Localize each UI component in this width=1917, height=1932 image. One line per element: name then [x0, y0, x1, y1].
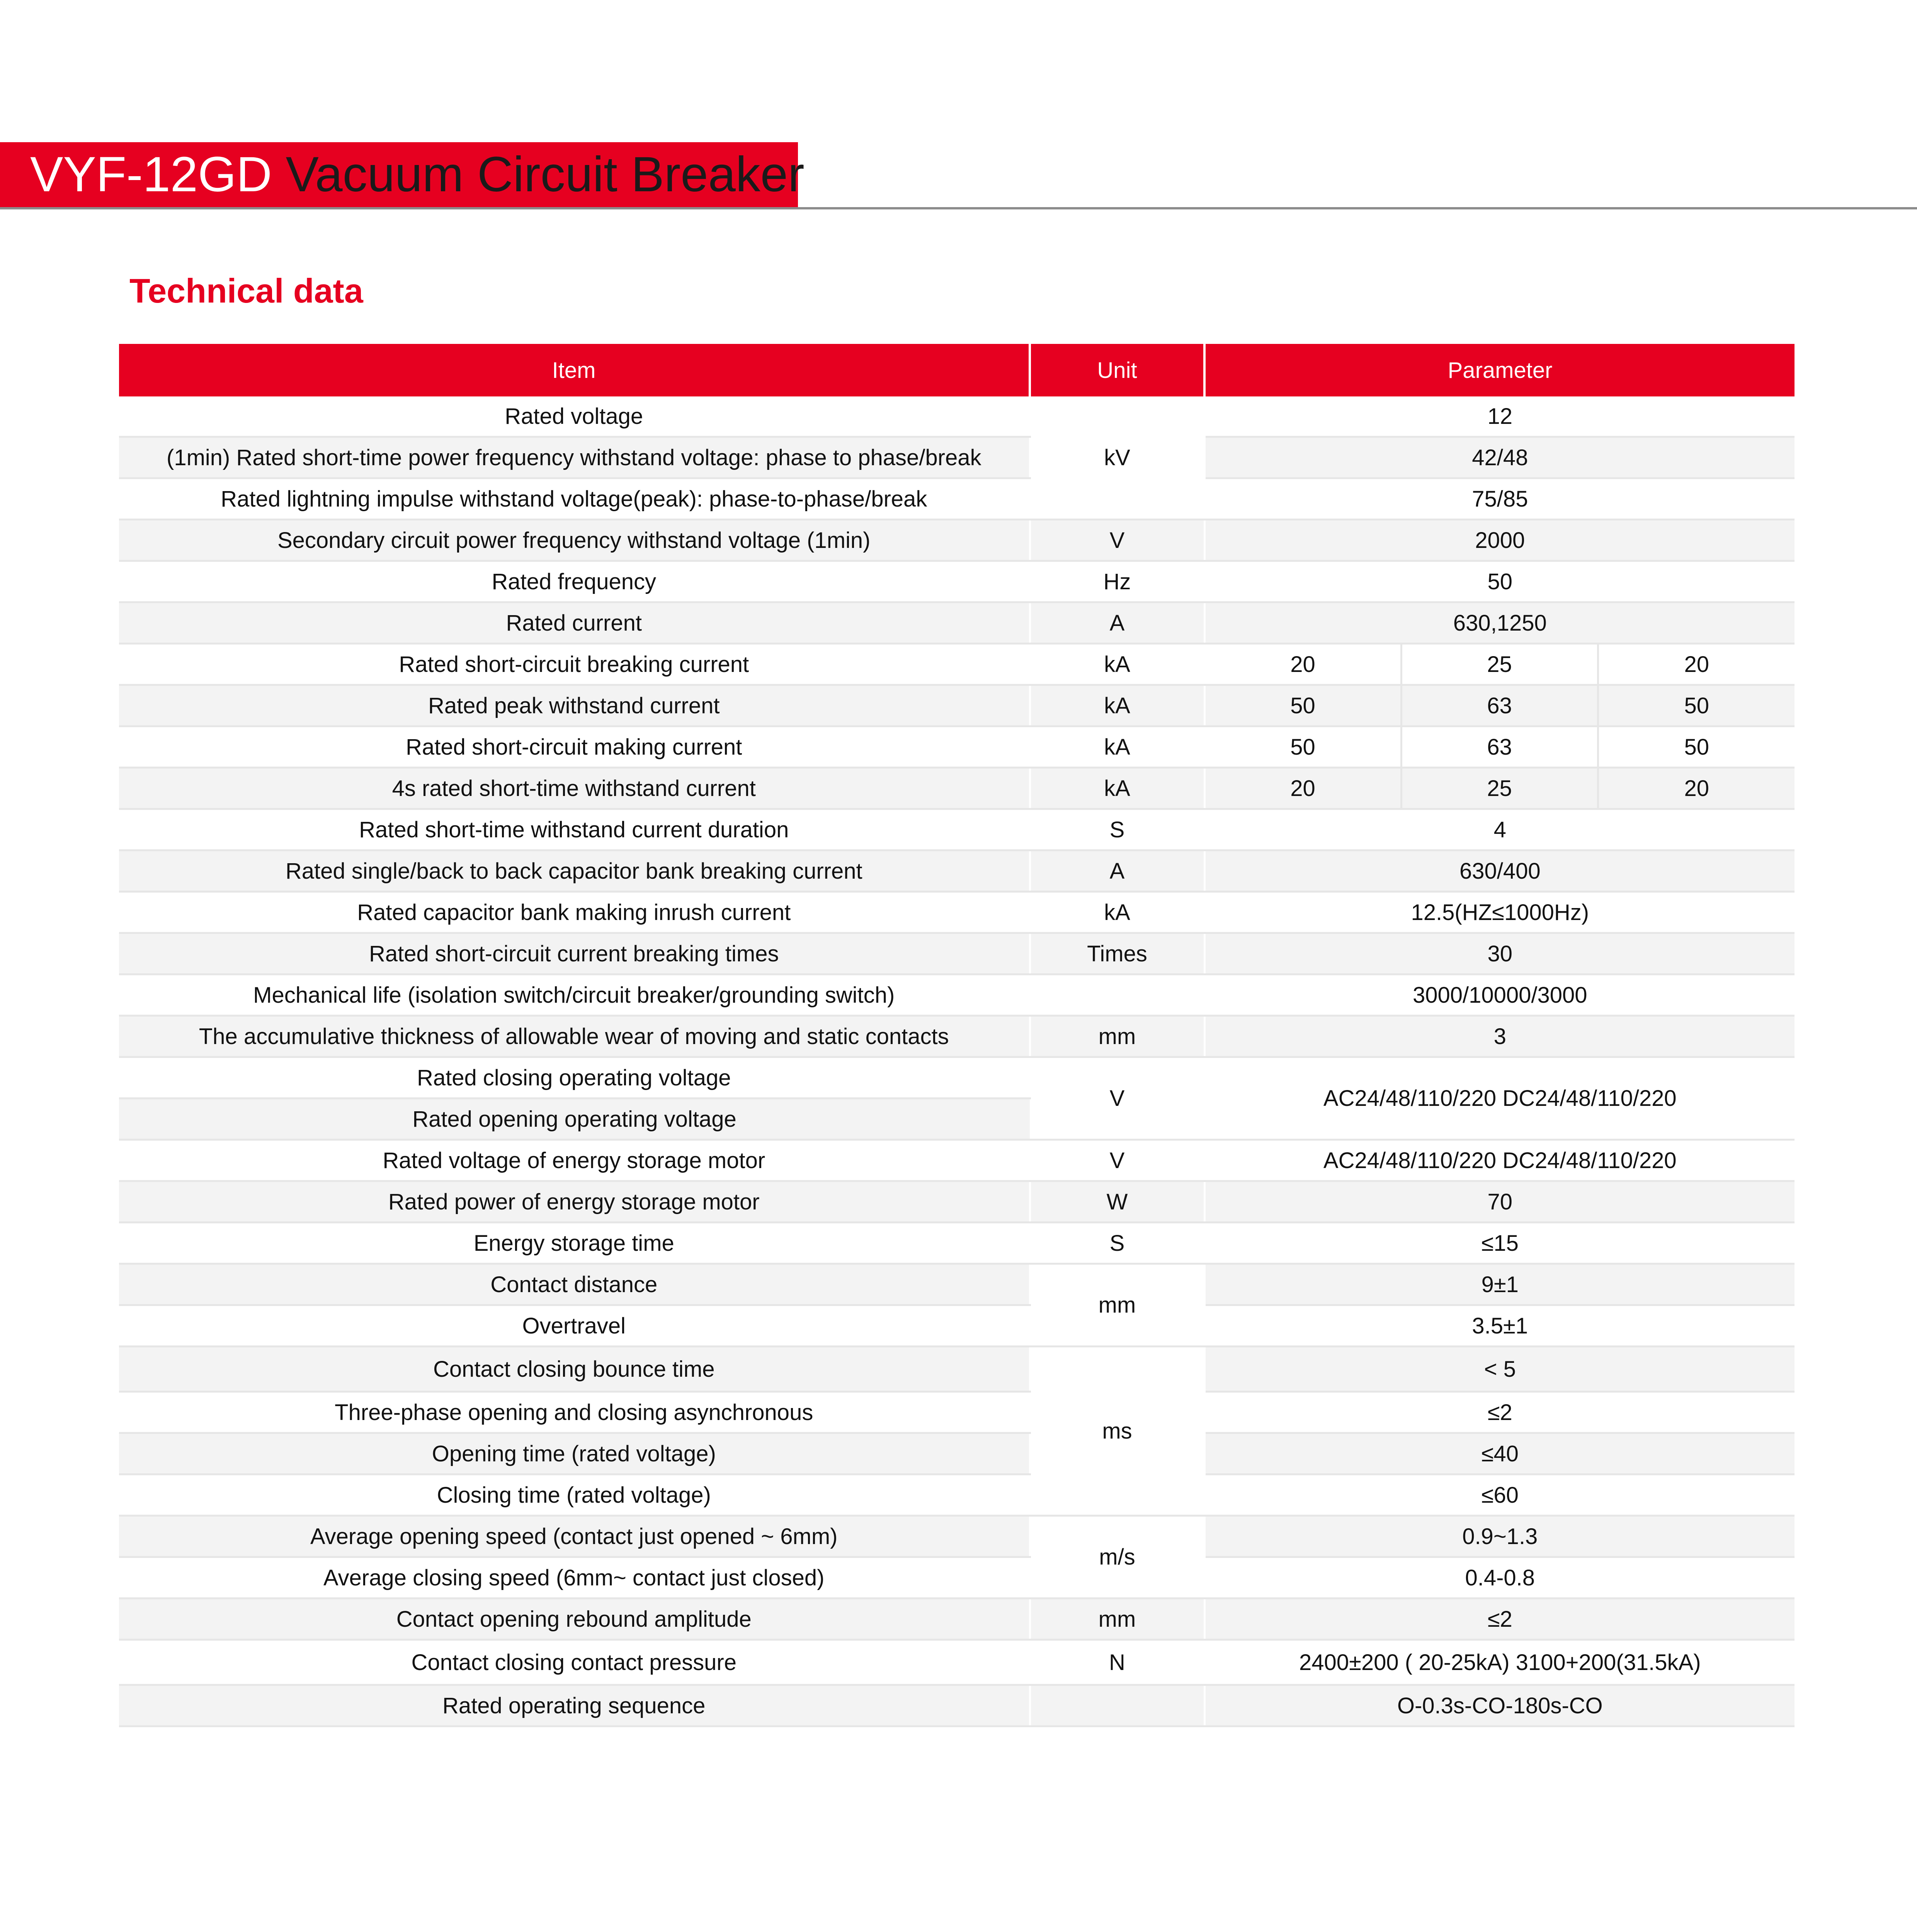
cell-unit: V — [1030, 520, 1204, 561]
cell-unit: kA — [1030, 768, 1204, 809]
cell-item: Rated short-circuit current breaking times — [119, 933, 1030, 975]
table-row — [119, 768, 1795, 809]
table-row — [119, 602, 1795, 644]
cell-parameter-3: 20 — [1598, 768, 1795, 809]
cell-unit: Hz — [1030, 561, 1204, 602]
cell-parameter-2: 25 — [1401, 644, 1598, 685]
cell-item: Rated closing operating voltage — [119, 1057, 1030, 1099]
title-model-code: VYF-12GD — [30, 147, 272, 202]
table-row — [119, 1599, 1795, 1640]
table-row — [119, 1223, 1795, 1264]
table-row — [119, 437, 1795, 478]
cell-item: Rated single/back to back capacitor bank breaking current — [119, 850, 1030, 892]
table-row — [119, 1264, 1795, 1305]
cell-item: Contact closing bounce time — [119, 1347, 1030, 1392]
column-header-parameter: Parameter — [1204, 344, 1795, 396]
table-row — [119, 1685, 1795, 1726]
cell-parameter: 0.4-0.8 — [1204, 1557, 1795, 1599]
cell-item: Mechanical life (isolation switch/circuit breaker/grounding switch) — [119, 975, 1030, 1016]
cell-unit: mm — [1030, 1264, 1204, 1347]
cell-item: Opening time (rated voltage) — [119, 1433, 1030, 1475]
table-row — [119, 809, 1795, 850]
table-row — [119, 561, 1795, 602]
column-header-item: Item — [119, 344, 1030, 396]
cell-parameter-3: 50 — [1598, 685, 1795, 726]
title-divider — [0, 207, 1917, 209]
cell-item: (1min) Rated short-time power frequency withstand voltage: phase to phase/break — [119, 437, 1030, 478]
cell-unit: mm — [1030, 1016, 1204, 1057]
cell-item: Rated voltage — [119, 396, 1030, 437]
cell-item: Rated voltage of energy storage motor — [119, 1140, 1030, 1181]
cell-item: Rated short-circuit making current — [119, 726, 1030, 768]
table-row — [119, 1433, 1795, 1475]
cell-unit: W — [1030, 1181, 1204, 1223]
cell-parameter-1: 20 — [1204, 644, 1401, 685]
cell-parameter: 30 — [1204, 933, 1795, 975]
cell-parameter-1: 50 — [1204, 726, 1401, 768]
cell-unit: kA — [1030, 644, 1204, 685]
table-row — [119, 478, 1795, 520]
cell-parameter: 75/85 — [1204, 478, 1795, 520]
technical-data-table — [119, 344, 1795, 1727]
cell-item: Rated opening operating voltage — [119, 1099, 1030, 1140]
cell-item: The accumulative thickness of allowable wear of moving and static contacts — [119, 1016, 1030, 1057]
cell-item: Three-phase opening and closing asynchronous — [119, 1392, 1030, 1433]
cell-unit: kA — [1030, 892, 1204, 933]
table-row — [119, 1557, 1795, 1599]
table-row — [119, 644, 1795, 685]
cell-parameter: 2400±200 ( 20-25kA) 3100+200(31.5kA) — [1204, 1640, 1795, 1685]
cell-parameter: ≤40 — [1204, 1433, 1795, 1475]
cell-parameter: 630/400 — [1204, 850, 1795, 892]
cell-item: Contact distance — [119, 1264, 1030, 1305]
cell-parameter-2: 63 — [1401, 726, 1598, 768]
cell-parameter: AC24/48/110/220 DC24/48/110/220 — [1204, 1140, 1795, 1181]
table-row — [119, 850, 1795, 892]
cell-unit: A — [1030, 602, 1204, 644]
table-row — [119, 1305, 1795, 1347]
cell-unit: S — [1030, 1223, 1204, 1264]
table-row — [119, 726, 1795, 768]
cell-parameter: ≤15 — [1204, 1223, 1795, 1264]
cell-parameter: 3000/10000/3000 — [1204, 975, 1795, 1016]
cell-unit: S — [1030, 809, 1204, 850]
cell-unit: m/s — [1030, 1516, 1204, 1599]
cell-parameter: ≤60 — [1204, 1475, 1795, 1516]
table-row — [119, 685, 1795, 726]
table-row — [119, 1181, 1795, 1223]
cell-item: Rated frequency — [119, 561, 1030, 602]
cell-item: Rated short-circuit breaking current — [119, 644, 1030, 685]
table-row — [119, 1057, 1795, 1099]
cell-parameter: 3.5±1 — [1204, 1305, 1795, 1347]
cell-parameter-1: 20 — [1204, 768, 1401, 809]
cell-parameter: 50 — [1204, 561, 1795, 602]
cell-item: Average closing speed (6mm~ contact just closed) — [119, 1557, 1030, 1599]
cell-item: Rated power of energy storage motor — [119, 1181, 1030, 1223]
cell-item: Contact closing contact pressure — [119, 1640, 1030, 1685]
cell-parameter-2: 63 — [1401, 685, 1598, 726]
cell-item: Rated short-time withstand current duration — [119, 809, 1030, 850]
cell-item: Contact opening rebound amplitude — [119, 1599, 1030, 1640]
cell-item: Secondary circuit power frequency withstand voltage (1min) — [119, 520, 1030, 561]
cell-item: Rated capacitor bank making inrush current — [119, 892, 1030, 933]
title-banner — [0, 142, 805, 207]
cell-unit — [1030, 1685, 1204, 1726]
cell-parameter: AC24/48/110/220 DC24/48/110/220 — [1204, 1057, 1795, 1140]
cell-unit: ms — [1030, 1347, 1204, 1516]
cell-parameter: 630,1250 — [1204, 602, 1795, 644]
cell-unit: V — [1030, 1140, 1204, 1181]
cell-item: Overtravel — [119, 1305, 1030, 1347]
cell-parameter-1: 50 — [1204, 685, 1401, 726]
table-row — [119, 1016, 1795, 1057]
cell-unit: kA — [1030, 685, 1204, 726]
table-row — [119, 520, 1795, 561]
title-product-name: Vacuum Circuit Breaker — [272, 147, 805, 202]
cell-parameter: ≤2 — [1204, 1392, 1795, 1433]
section-heading: Technical data — [129, 272, 363, 310]
cell-item: Rated current — [119, 602, 1030, 644]
cell-unit: kA — [1030, 726, 1204, 768]
table-row — [119, 1347, 1795, 1392]
cell-parameter: O-0.3s-CO-180s-CO — [1204, 1685, 1795, 1726]
table-row — [119, 975, 1795, 1016]
cell-item: Rated lightning impulse withstand voltage(peak): phase-to-phase/break — [119, 478, 1030, 520]
cell-parameter-3: 50 — [1598, 726, 1795, 768]
cell-item: Closing time (rated voltage) — [119, 1475, 1030, 1516]
cell-parameter: 0.9~1.3 — [1204, 1516, 1795, 1557]
cell-item: 4s rated short-time withstand current — [119, 768, 1030, 809]
cell-item: Rated peak withstand current — [119, 685, 1030, 726]
column-header-unit: Unit — [1030, 344, 1204, 396]
cell-parameter: ≤2 — [1204, 1599, 1795, 1640]
cell-parameter-2: 25 — [1401, 768, 1598, 809]
cell-unit: mm — [1030, 1599, 1204, 1640]
cell-parameter: 12 — [1204, 396, 1795, 437]
cell-parameter: 42/48 — [1204, 437, 1795, 478]
cell-parameter: 9±1 — [1204, 1264, 1795, 1305]
cell-unit: N — [1030, 1640, 1204, 1685]
table-row — [119, 396, 1795, 437]
cell-parameter: < 5 — [1204, 1347, 1795, 1392]
cell-unit: Times — [1030, 933, 1204, 975]
cell-unit: kV — [1030, 396, 1204, 520]
table-row — [119, 1140, 1795, 1181]
cell-unit: A — [1030, 850, 1204, 892]
table-row — [119, 1516, 1795, 1557]
cell-parameter-3: 20 — [1598, 644, 1795, 685]
table-row — [119, 1475, 1795, 1516]
table-row — [119, 933, 1795, 975]
table-header-row — [119, 344, 1795, 396]
cell-parameter: 70 — [1204, 1181, 1795, 1223]
cell-parameter: 2000 — [1204, 520, 1795, 561]
cell-item: Energy storage time — [119, 1223, 1030, 1264]
cell-parameter: 12.5(HZ≤1000Hz) — [1204, 892, 1795, 933]
table-row — [119, 1640, 1795, 1685]
page-title — [30, 147, 805, 202]
cell-item: Rated operating sequence — [119, 1685, 1030, 1726]
cell-unit: V — [1030, 1057, 1204, 1140]
table-row — [119, 892, 1795, 933]
cell-parameter: 4 — [1204, 809, 1795, 850]
cell-unit — [1030, 975, 1204, 1016]
cell-item: Average opening speed (contact just opened ~ 6mm) — [119, 1516, 1030, 1557]
cell-parameter: 3 — [1204, 1016, 1795, 1057]
table-row — [119, 1392, 1795, 1433]
